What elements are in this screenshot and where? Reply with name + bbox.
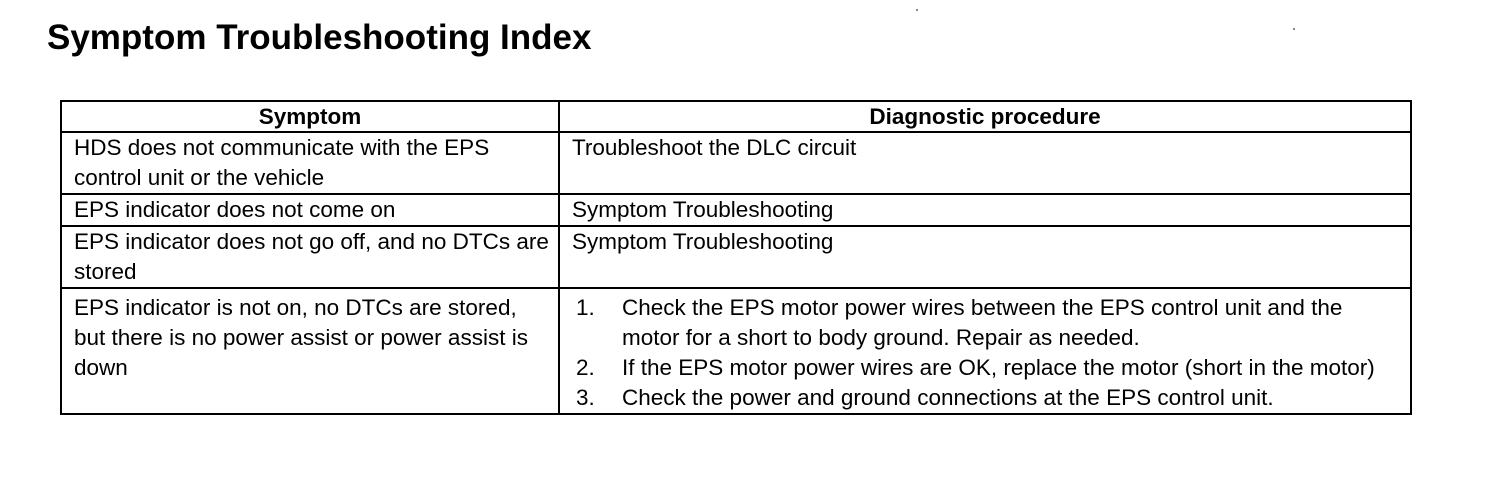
step-number: 2. bbox=[576, 355, 595, 380]
symptom-troubleshooting-table bbox=[60, 100, 1412, 415]
column-header-symptom: Symptom bbox=[61, 101, 559, 132]
step-number: 3. bbox=[576, 385, 595, 410]
procedure-steps-list bbox=[572, 293, 1404, 413]
procedure-step bbox=[572, 383, 1404, 413]
page-title: Symptom Troubleshooting Index bbox=[47, 18, 592, 57]
table-row bbox=[61, 194, 1411, 226]
step-number: 1. bbox=[576, 295, 595, 320]
symptom-cell: HDS does not communicate with the EPS control unit or the vehicle bbox=[61, 132, 559, 194]
scan-speck bbox=[916, 9, 918, 11]
table-row bbox=[61, 288, 1411, 414]
column-header-diagnostic-procedure: Diagnostic procedure bbox=[559, 101, 1411, 132]
symptom-cell: EPS indicator is not on, no DTCs are stored, but there is no power assist or power assist is down bbox=[61, 288, 559, 414]
symptom-cell: EPS indicator does not go off, and no DTCs are stored bbox=[61, 226, 559, 288]
procedure-cell: Troubleshoot the DLC circuit bbox=[559, 132, 1411, 194]
procedure-cell: Symptom Troubleshooting bbox=[559, 226, 1411, 288]
procedure-cell bbox=[559, 288, 1411, 414]
table-row bbox=[61, 132, 1411, 194]
table-header-row bbox=[61, 101, 1411, 132]
step-text: If the EPS motor power wires are OK, replace the motor (short in the motor) bbox=[622, 355, 1375, 380]
procedure-cell: Symptom Troubleshooting bbox=[559, 194, 1411, 226]
step-text: Check the power and ground connections at the EPS control unit. bbox=[622, 385, 1274, 410]
symptom-cell: EPS indicator does not come on bbox=[61, 194, 559, 226]
table-row bbox=[61, 226, 1411, 288]
procedure-step bbox=[572, 293, 1404, 353]
scan-speck bbox=[1293, 28, 1295, 30]
procedure-step bbox=[572, 353, 1404, 383]
step-text: Check the EPS motor power wires between the EPS control unit and the motor for a short to body ground. Repair as needed. bbox=[622, 295, 1343, 350]
